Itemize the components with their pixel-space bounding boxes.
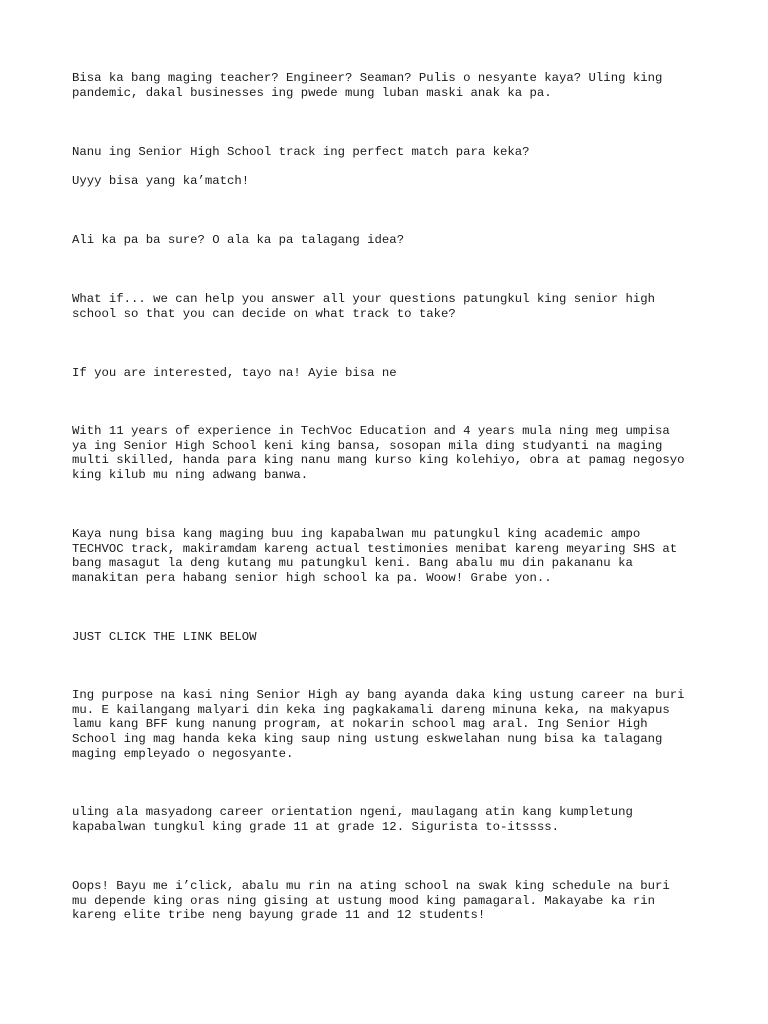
paragraph-interested: If you are interested, tayo na! Ayie bisa ne bbox=[72, 366, 397, 380]
paragraph-click-link: JUST CLICK THE LINK BELOW bbox=[72, 630, 257, 644]
paragraph-track-question: Nanu ing Senior High School track ing perfect match para keka? bbox=[72, 145, 530, 159]
paragraph-oops: Oops! Bayu me i’click, abalu mu rin na ating school na swak king schedule na buri mu depende king oras ning gising at ustung mood king pamagaral. Makayabe ka rin kareng elite tribe neng bayung grade 11 and 12 students! bbox=[72, 879, 670, 923]
paragraph-testimonies: Kaya nung bisa kang maging buu ing kapabalwan mu patungkul king academic ampo TECHVOC track, makiramdam kareng actual testimonies menibat kareng meyaring SHS at bang masagut la deng kutang mu patungkul keni. Bang abalu mu din pakananu ka manakitan pera habang senior high school ka pa. Woow! Grabe yon.. bbox=[72, 527, 678, 586]
paragraph-experience: With 11 years of experience in TechVoc Education and 4 years mula ning meg umpisa ya ing Senior High School keni king bansa, sosopan mila ding studyanti na maging multi skilled, handa para king nanu mang kurso king kolehiyo, obra at pamag negosyo king kilub mu ning adwang banwa. bbox=[72, 424, 685, 483]
paragraph-sure-question: Ali ka pa ba sure? O ala ka pa talagang idea? bbox=[72, 233, 405, 247]
paragraph-orientation: uling ala masyadong career orientation ngeni, maulagang atin kang kumpletung kapabalwan tungkul king grade 11 at grade 12. Sigurista to-itssss. bbox=[72, 805, 633, 834]
paragraph-career-intro: Bisa ka bang maging teacher? Engineer? Seaman? Pulis o nesyante kaya? Uling king pandemic, dakal businesses ing pwede mung luban maski anak ka pa. bbox=[72, 71, 663, 100]
paragraph-purpose: Ing purpose na kasi ning Senior High ay bang ayanda daka king ustung career na buri mu. E kailangang malyari din keka ing pagkakamali dareng minuna keka, na makyapus lamu kang BFF kung nanung program, at nokarin school mag aral. Ing Senior High School ing mag handa keka king saup ning ustung eskwelahan nung bisa ka talagang maging empleyado o negosyante. bbox=[72, 688, 685, 761]
paragraph-what-if: What if... we can help you answer all your questions patungkul king senior high school so that you can decide on what track to take? bbox=[72, 292, 655, 321]
paragraph-match: Uyyy bisa yang ka’match! bbox=[72, 174, 250, 188]
